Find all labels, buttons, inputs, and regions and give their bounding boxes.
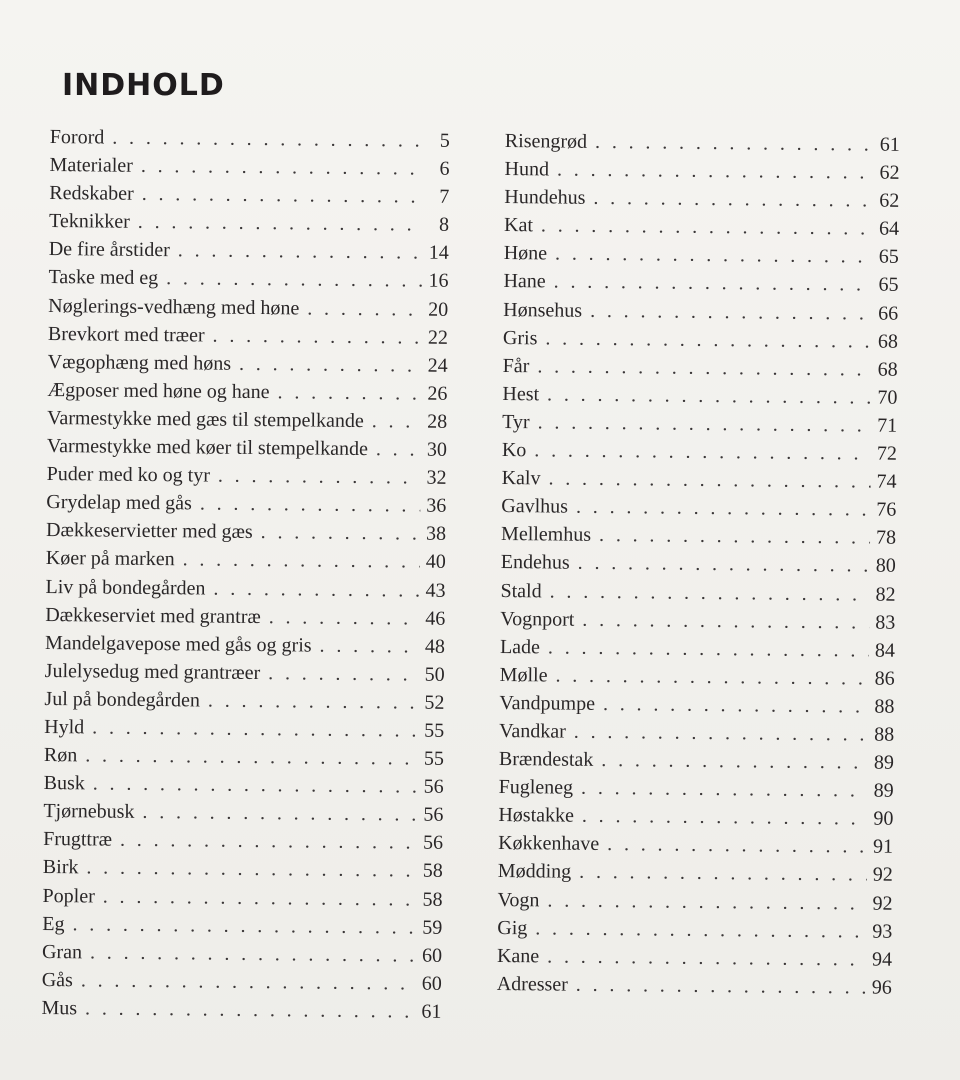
toc-entry-page-number: 71 — [877, 414, 898, 437]
dot-leader — [141, 152, 424, 183]
toc-entry — [502, 380, 897, 412]
toc-entry-page-number: 56 — [423, 775, 444, 798]
toc-entry-page-number: 62 — [879, 161, 900, 184]
toc-entry-title: Gavlhus — [501, 495, 569, 518]
dot-leader — [86, 854, 417, 885]
toc-entry-page-number: 43 — [425, 579, 446, 602]
toc-entry — [497, 885, 892, 917]
toc-entry — [42, 966, 442, 998]
toc-entry — [498, 829, 893, 861]
toc-entry — [503, 267, 898, 299]
toc-entry — [501, 492, 896, 524]
toc-entry — [498, 857, 893, 889]
toc-entry-page-number: 55 — [424, 719, 445, 742]
toc-entry-title: Hane — [503, 270, 546, 293]
dot-leader — [590, 296, 872, 327]
toc-entry — [42, 881, 442, 913]
toc-entry-page-number: 8 — [438, 214, 450, 237]
toc-entry-page-number: 80 — [875, 554, 896, 578]
toc-entry-title: Varmestykke med gæs til stempelkande — [47, 406, 364, 432]
dot-leader — [547, 886, 866, 917]
toc-entry-page-number: 88 — [874, 695, 895, 718]
dot-leader — [576, 493, 871, 524]
toc-entry — [41, 994, 441, 1026]
toc-entry-page-number: 50 — [424, 663, 445, 686]
dot-leader — [208, 686, 419, 716]
toc-entry — [500, 661, 895, 693]
toc-entry-page-number: 56 — [423, 803, 444, 827]
toc-entry-page-number: 68 — [877, 330, 899, 353]
toc-entry-title: Køkkenhave — [498, 832, 600, 856]
dot-leader — [579, 858, 867, 889]
toc-entry — [44, 713, 444, 745]
toc-entry-title: Vandpumpe — [499, 691, 596, 715]
toc-entry-page-number: 90 — [873, 807, 894, 831]
dot-leader — [85, 741, 418, 772]
dot-leader — [376, 435, 421, 464]
toc-entry — [47, 432, 447, 464]
toc-entry-title: Høstakke — [498, 804, 575, 827]
dot-leader — [319, 631, 419, 660]
toc-entry-title: Nøglerings-vedhæng med høne — [48, 294, 300, 319]
toc-entry-page-number: 62 — [879, 189, 900, 212]
toc-entry-title: Kane — [496, 944, 540, 968]
toc-entry-title: Gris — [502, 326, 538, 349]
dot-leader — [601, 746, 868, 777]
toc-entry-title: Mødding — [497, 860, 572, 884]
dot-leader — [261, 518, 421, 548]
toc-entry-title: Grydelap med gås — [46, 491, 192, 515]
toc-entry — [46, 460, 446, 492]
toc-entry — [46, 516, 446, 548]
dot-leader — [541, 212, 873, 243]
toc-entry-page-number: 26 — [427, 382, 448, 405]
dot-leader — [277, 378, 421, 407]
toc-entry-title: Varmestykke med køer til stempelkande — [46, 435, 369, 461]
toc-entry-title: De fire årstider — [48, 238, 170, 262]
toc-entry-title: Adresser — [496, 972, 568, 996]
dot-leader — [557, 156, 874, 187]
toc-entry-title: Kalv — [501, 467, 541, 490]
toc-entry-title: Lade — [499, 635, 541, 659]
dot-leader — [120, 826, 417, 857]
toc-entry — [44, 685, 444, 717]
dot-leader — [603, 690, 869, 721]
toc-entry-title: Mandelgavepose med gås og gris — [44, 631, 312, 657]
dot-leader — [534, 436, 871, 467]
toc-entry-page-number: 74 — [876, 470, 897, 493]
toc-entry — [501, 520, 896, 552]
toc-entry-page-number: 58 — [422, 860, 443, 883]
dot-leader — [578, 549, 870, 580]
toc-entry — [503, 296, 898, 328]
page-title: INDHOLD — [62, 68, 225, 103]
dot-leader — [103, 882, 417, 913]
toc-entry-title: Materialer — [49, 154, 133, 177]
toc-entry-title: Vandkar — [499, 719, 566, 743]
dot-leader — [307, 294, 422, 323]
dot-leader — [607, 830, 867, 861]
toc-entry-page-number: 58 — [422, 888, 443, 911]
dot-leader — [269, 603, 420, 633]
toc-entry — [501, 548, 896, 580]
toc-entry-page-number: 46 — [425, 607, 446, 630]
toc-entry — [502, 408, 897, 440]
toc-entry-page-number: 56 — [423, 831, 444, 855]
dot-leader — [538, 408, 872, 439]
toc-entry-page-number: 48 — [424, 635, 446, 658]
toc-entry — [501, 464, 896, 496]
toc-entry-title: Teknikker — [48, 210, 130, 234]
toc-entry — [48, 292, 448, 324]
toc-entry — [46, 544, 446, 576]
dot-leader — [535, 914, 866, 945]
toc-entry — [499, 773, 894, 805]
dot-leader — [239, 350, 422, 380]
toc-entry — [45, 657, 445, 689]
toc-entry-title: Birk — [42, 856, 79, 879]
dot-leader — [574, 718, 869, 749]
toc-entry — [49, 235, 449, 267]
dot-leader — [595, 128, 874, 159]
toc-entry-title: Røn — [43, 744, 78, 767]
toc-entry-title: Hønsehus — [503, 298, 583, 322]
toc-entry — [505, 127, 900, 159]
toc-entry — [43, 825, 443, 857]
toc-entry — [44, 741, 444, 773]
toc-entry — [497, 970, 892, 1002]
toc-entry-title: Gig — [497, 916, 528, 939]
dot-leader — [212, 321, 422, 351]
toc-entry — [43, 797, 443, 829]
dot-leader — [554, 268, 873, 299]
dot-leader — [81, 966, 416, 997]
dot-leader — [268, 659, 419, 689]
toc-entry-title: Tjørnebusk — [43, 800, 135, 824]
toc-entry-page-number: 94 — [871, 948, 893, 971]
toc-entry — [504, 211, 899, 243]
toc-entry-title: Julelysedug med grantræer — [44, 659, 261, 684]
toc-entry — [44, 769, 444, 801]
toc-entry — [48, 263, 448, 295]
toc-entry-title: Puder med ko og tyr — [46, 463, 211, 487]
dot-leader — [112, 124, 424, 155]
toc-entry-page-number: 89 — [873, 779, 894, 802]
toc-entry-title: Gås — [41, 968, 73, 992]
dot-leader — [550, 577, 870, 608]
toc-entry-page-number: 40 — [425, 551, 446, 574]
toc-entry-title: Tyr — [502, 410, 530, 434]
toc-entry-page-number: 65 — [878, 245, 899, 269]
toc-entry — [504, 155, 899, 187]
toc-entry-page-number: 89 — [873, 751, 895, 774]
toc-entry-page-number: 61 — [421, 1000, 442, 1023]
toc-entry — [42, 910, 442, 942]
dot-leader — [166, 265, 423, 296]
toc-entry-page-number: 36 — [426, 494, 447, 518]
dot-leader — [537, 352, 872, 383]
dot-leader — [178, 237, 423, 267]
toc-entry-title: Hundehus — [504, 186, 586, 209]
toc-entry — [49, 151, 449, 183]
toc-entry-title: Redskaber — [49, 182, 134, 205]
toc-entry-page-number: 68 — [877, 358, 898, 381]
toc-entry-title: Gran — [41, 940, 83, 964]
toc-entry-page-number: 84 — [874, 639, 896, 662]
toc-entry — [50, 123, 450, 155]
dot-leader — [581, 774, 868, 805]
toc-entry-title: Mellemhus — [500, 523, 592, 547]
toc-entry — [43, 853, 443, 885]
toc-entry — [503, 352, 898, 384]
toc-entry-title: Vægophæng med høns — [47, 350, 232, 375]
toc-entry-title: Dækkeservietter med gæs — [45, 519, 253, 544]
dot-leader — [200, 490, 421, 520]
toc-entry — [46, 488, 446, 520]
toc-entry-title: Busk — [43, 772, 85, 795]
toc-entry-page-number: 78 — [875, 526, 897, 550]
dot-leader — [183, 546, 420, 576]
dot-leader — [90, 938, 416, 969]
toc-entry-title: Brændestak — [498, 748, 594, 771]
dot-leader — [92, 713, 418, 744]
dot-leader — [142, 180, 424, 211]
toc-entry — [48, 348, 448, 380]
toc-entry-title: Høne — [503, 242, 548, 265]
toc-entry-page-number: 16 — [428, 270, 449, 293]
toc-column-left — [41, 123, 450, 1026]
toc-entry-page-number: 72 — [876, 442, 897, 465]
toc-entry-page-number: 60 — [421, 972, 442, 995]
toc-entry — [499, 717, 894, 749]
dot-leader — [547, 942, 866, 973]
dot-leader — [138, 208, 423, 239]
toc-entry-title: Får — [502, 354, 530, 377]
toc-entry-page-number: 65 — [878, 274, 899, 297]
dot-leader — [142, 798, 417, 829]
toc-entry-title: Stald — [500, 579, 542, 602]
dot-leader — [218, 462, 421, 492]
toc-entry — [42, 938, 442, 970]
toc-entry-title: Jul på bondegården — [44, 687, 201, 712]
dot-leader — [599, 521, 870, 552]
toc-entry-page-number: 82 — [875, 583, 896, 606]
toc-entry — [503, 324, 898, 356]
toc-entry-page-number: 24 — [427, 354, 448, 377]
toc-entry — [45, 572, 445, 604]
toc-entry-title: Kat — [503, 214, 534, 237]
toc-entry — [497, 914, 892, 946]
toc-entry-title: Taske med eg — [48, 266, 159, 290]
toc-entry — [497, 942, 892, 974]
dot-leader — [372, 407, 422, 436]
toc-entry — [498, 801, 893, 833]
toc-entry-title: Forord — [49, 125, 105, 149]
dot-leader — [72, 910, 416, 941]
toc-entry-page-number: 30 — [426, 438, 447, 461]
toc-entry-title: Mus — [41, 996, 78, 1020]
toc-entry-page-number: 92 — [872, 892, 893, 915]
toc-entry-page-number: 14 — [428, 242, 449, 265]
toc-entry-title: Dækkeserviet med grantræ — [45, 603, 261, 628]
dot-leader — [555, 661, 868, 692]
toc-entry-page-number: 60 — [421, 944, 443, 967]
dot-leader — [548, 633, 869, 664]
toc-entry-title: Ko — [501, 439, 527, 462]
toc-entry-page-number: 52 — [424, 691, 445, 714]
toc-entry — [499, 745, 894, 777]
dot-leader — [582, 605, 869, 636]
toc-entry-page-number: 70 — [877, 386, 898, 409]
toc-entry-page-number: 86 — [874, 667, 895, 690]
toc-entry — [45, 601, 445, 633]
toc-entry — [504, 239, 899, 271]
toc-entry-title: Hest — [502, 382, 540, 406]
dot-leader — [545, 324, 872, 355]
toc-entry-title: Vogn — [497, 888, 540, 911]
dot-leader — [593, 184, 873, 215]
toc-entry-page-number: 96 — [871, 976, 892, 999]
toc-entry-title: Popler — [42, 884, 95, 907]
dot-leader — [576, 971, 866, 1002]
toc-entry-page-number: 64 — [878, 217, 900, 241]
toc-entry — [45, 629, 445, 661]
toc-entry-title: Vognport — [500, 607, 575, 631]
dot-leader — [547, 380, 872, 411]
toc-entry-page-number: 66 — [878, 302, 899, 325]
toc-entry-title: Liv på bondegården — [45, 575, 206, 600]
toc-entry-title: Ægposer med høne og hane — [47, 378, 270, 403]
toc-entry-title: Mølle — [499, 663, 548, 687]
toc-entry — [49, 207, 449, 239]
toc-entry — [500, 576, 895, 608]
toc-entry — [499, 689, 894, 721]
toc-entry-title: Brevkort med træer — [47, 322, 205, 347]
dot-leader — [85, 994, 416, 1025]
dot-leader — [213, 574, 419, 604]
toc-entry-page-number: 93 — [872, 920, 893, 943]
toc-entry — [502, 436, 897, 468]
toc-entry-title: Frugttræ — [43, 828, 113, 851]
toc-entry-title: Endehus — [500, 551, 570, 575]
toc-entry-title: Fugleneg — [498, 776, 574, 799]
dot-leader — [93, 770, 418, 801]
toc-entry-page-number: 20 — [428, 298, 449, 321]
toc-entry-title: Køer på marken — [45, 547, 175, 571]
toc-entry — [49, 179, 449, 211]
toc-entry-page-number: 91 — [873, 835, 894, 859]
dot-leader — [582, 802, 868, 833]
toc-entry — [47, 376, 447, 408]
toc-entry-page-number: 55 — [423, 747, 445, 770]
toc-entry-title: Eg — [42, 912, 65, 935]
toc-entry — [48, 320, 448, 352]
toc-entry — [500, 633, 895, 665]
toc-entry-page-number: 61 — [879, 133, 900, 156]
toc-entry-page-number: 76 — [876, 498, 897, 521]
toc-entry-page-number: 88 — [874, 723, 895, 746]
toc-entry-page-number: 7 — [439, 185, 450, 209]
toc-entry-page-number: 5 — [439, 129, 450, 152]
toc-entry-page-number: 28 — [427, 410, 448, 433]
toc-entry-title: Hyld — [44, 715, 85, 739]
toc-entry-title: Hund — [504, 158, 550, 181]
toc-column-right — [497, 127, 900, 1002]
toc-entry-page-number: 22 — [427, 326, 449, 349]
toc-entry — [47, 404, 447, 436]
toc-entry-page-number: 32 — [426, 466, 447, 489]
dot-leader — [555, 240, 873, 271]
toc-entry-page-number: 59 — [422, 916, 443, 939]
toc-entry-page-number: 38 — [425, 522, 447, 546]
toc-entry-page-number: 83 — [875, 611, 896, 634]
toc-entry-page-number: 6 — [439, 157, 450, 180]
dot-leader — [548, 465, 870, 496]
toc-entry-page-number: 92 — [872, 864, 893, 887]
toc-entry — [500, 605, 895, 637]
toc-entry-title: Risengrød — [504, 129, 588, 153]
toc-entry — [504, 183, 899, 215]
